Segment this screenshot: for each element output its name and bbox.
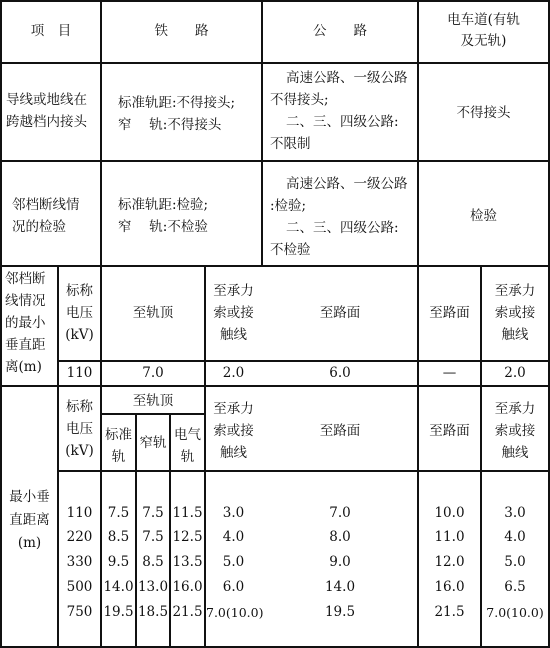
min-label-line: 直距离 [9,512,50,528]
table-rule [57,470,550,472]
min-to-rail-top: 至轨顶 [132,393,174,409]
adjacent-road-value: 6.0 [329,365,351,381]
adjacent-label-line: 垂直距 [5,337,46,353]
min-cat: 4.0 [222,529,245,545]
check-highway-line3: 二、三、四级公路: [286,220,399,236]
min-kv: 220 [66,529,93,545]
min-road: 7.0 [329,505,351,521]
min-narrow: 13.0 [137,579,169,595]
catenary-header-line: 至承力 [213,401,254,417]
table-rule [100,413,204,415]
min-std: 7.5 [107,505,130,521]
joint-tram: 不得接头 [456,105,511,121]
catenary-header-line: 至承力 [494,283,536,299]
adjacent-to-road: 至路面 [319,305,361,321]
min-std: 14.0 [103,579,134,595]
min-std: 19.5 [103,604,134,620]
min-kv: 110 [66,505,93,521]
min-narrow: 7.5 [142,505,164,521]
adjacent-tram-road-value: — [442,365,457,381]
min-narrow: 7.5 [142,529,164,545]
table-rule [57,360,550,362]
adjacent-to-rail-top: 至轨顶 [132,305,174,321]
catenary-header-line: 索或接 [494,423,536,439]
adjacent-voltage-header [59,280,100,346]
adjacent-label-line: 离(m) [5,359,42,375]
catenary-header-line: 触线 [501,445,529,461]
check-highway-line2: :检验; [270,198,307,214]
adjacent-catenary-value: 2.0 [222,365,245,381]
table-border-top [0,0,550,2]
table-rule [0,160,550,162]
catenary-header-line: 至承力 [213,283,254,299]
min-narrow-gauge: 窄轨 [139,435,167,451]
table-rule [0,62,550,64]
min-std: 9.5 [107,554,130,570]
joint-highway-line1: 高速公路、一级公路 [286,70,408,86]
min-tram-road: 11.0 [434,529,465,545]
table-rule [0,265,550,267]
min-to-catenary [206,398,261,464]
min-electric-rail [171,424,204,468]
joint-railway-line2: 窄 轨:不得接头 [118,117,222,133]
min-kv: 500 [66,579,93,595]
min-elec: 13.5 [172,554,203,570]
min-to-road: 至路面 [319,423,361,439]
min-narrow: 8.5 [142,554,164,570]
catenary-header-line: 触线 [220,327,247,343]
joint-highway-line2: 不得接头; [270,92,329,108]
joint-label-line1: 导线或地线在 [6,92,87,108]
catenary-header-line: 索或接 [213,305,254,321]
min-tram-to-road: 至路面 [429,423,470,439]
min-road: 9.0 [329,554,351,570]
table-rule [417,0,419,648]
min-tram-cat: 6.5 [504,579,526,595]
min-tram-road: 21.5 [434,604,465,620]
electric-rail-line: 轨 [180,449,195,465]
adjacent-to-catenary [206,280,261,346]
min-tram-cat: 5.0 [504,554,526,570]
catenary-header-line: 至承力 [494,401,536,417]
min-kv: 330 [66,554,93,570]
min-cat: 5.0 [222,554,245,570]
header-highway: 公 路 [313,23,367,39]
joint-railway-line1: 标准轨距:不得接头; [118,95,236,111]
adjacent-tram-to-catenary [482,280,548,346]
min-label [2,486,57,555]
min-kv: 750 [66,604,93,620]
joint-highway-line4: 不限制 [270,136,311,152]
electric-rail-line: 电气 [174,427,201,443]
min-elec: 21.5 [172,604,203,620]
min-cat: 3.0 [222,505,245,521]
min-cat: 6.0 [222,579,245,595]
table-rule [0,385,550,387]
check-highway-line1: 高速公路、一级公路 [286,176,408,192]
voltage-header-line: 电压 [66,305,93,321]
min-std: 8.5 [107,529,130,545]
joint-label-line2: 跨越档内接头 [6,114,87,130]
voltage-header-line: (kV) [65,443,94,459]
header-tram-line1: 电车道(有轨 [447,12,520,28]
check-railway-line2: 窄 轨:不检验 [118,219,208,235]
catenary-header-line: 索或接 [213,423,254,439]
min-tram-road: 10.0 [434,505,465,521]
min-elec: 12.5 [172,529,203,545]
min-road: 14.0 [324,579,356,595]
standard-gauge-line: 轨 [111,449,126,465]
min-tram-cat: 7.0(10.0) [486,605,544,620]
joint-highway-line3: 二、三、四级公路: [286,114,399,130]
min-elec: 16.0 [172,579,203,595]
voltage-header-line: 标称 [66,399,93,415]
adjacent-rail-top-value: 7.0 [142,365,164,381]
catenary-header-line: 触线 [220,445,247,461]
min-narrow: 18.5 [137,604,169,620]
header-railway: 铁 路 [154,23,209,39]
min-tram-cat: 3.0 [504,505,526,521]
min-standard-gauge [102,424,135,468]
voltage-header-line: (kV) [65,327,94,343]
check-tram: 检验 [470,208,497,224]
min-tram-road: 16.0 [434,579,465,595]
min-elec: 11.5 [172,505,203,521]
check-highway-line4: 不检验 [270,242,311,258]
check-railway-line1: 标准轨距:检验; [118,197,209,213]
min-label-line: 最小垂 [9,489,50,505]
check-label-line2: 况的检验 [12,219,66,235]
min-tram-cat: 4.0 [504,529,526,545]
min-cat: 7.0(10.0) [206,605,264,620]
min-road: 8.0 [329,529,351,545]
voltage-header-line: 电压 [66,421,93,437]
min-road: 19.5 [324,604,356,620]
min-tram-to-catenary [482,398,548,464]
adjacent-tram-to-road: 至路面 [429,305,470,321]
check-label-line1: 邻档断线情 [12,197,80,213]
voltage-header-line: 标称 [66,283,93,299]
min-tram-road: 12.0 [434,554,465,570]
adjacent-voltage: 110 [66,365,93,381]
adjacent-label [5,268,57,378]
min-voltage-header [59,396,100,462]
min-label-line: (m) [17,535,42,551]
catenary-header-line: 触线 [501,327,529,343]
catenary-header-line: 索或接 [494,305,536,321]
standard-gauge-line: 标准 [105,427,132,443]
adjacent-label-line: 的最小 [5,315,46,331]
header-item: 项 目 [30,23,72,39]
adjacent-tram-catenary-value: 2.0 [504,365,526,381]
header-tram-line2: 及无轨) [460,33,507,49]
adjacent-label-line: 邻档断 [5,271,46,287]
adjacent-label-line: 线情况 [5,293,46,309]
